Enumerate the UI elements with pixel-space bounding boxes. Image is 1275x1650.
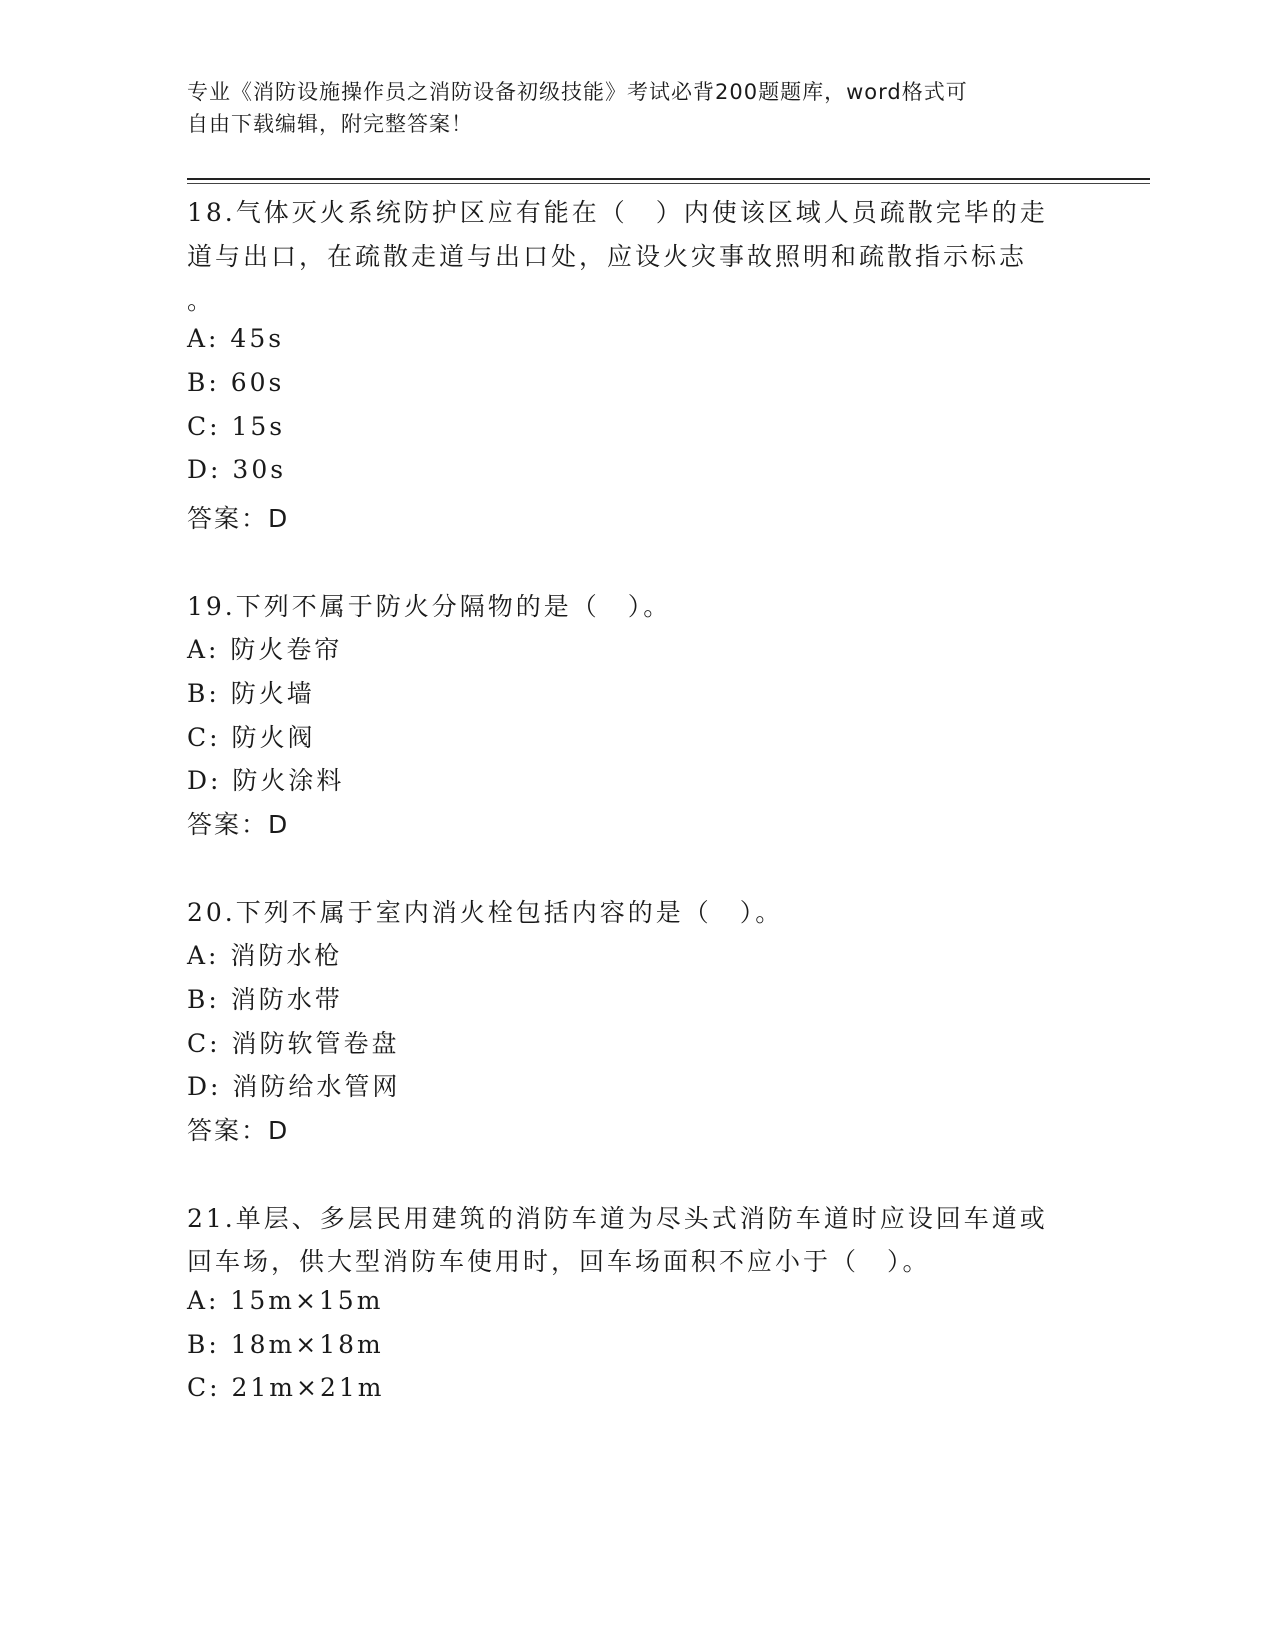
- question-18-answer: 答案：D: [187, 504, 290, 533]
- question-20-option-b: B: 消防水带: [187, 985, 343, 1014]
- question-20-answer: 答案：D: [187, 1116, 290, 1145]
- question-19-answer: 答案：D: [187, 810, 290, 839]
- question-19-stem-line-1: 19.下列不属于防火分隔物的是（ ）。: [187, 592, 672, 621]
- question-19-option-c: C: 防火阀: [187, 723, 316, 752]
- header-divider-thick: [187, 178, 1150, 180]
- question-21-option-b: B: 18m×18m: [187, 1330, 384, 1359]
- question-18-option-d: D: 30s: [187, 455, 287, 484]
- header-divider-thin: [187, 183, 1150, 184]
- document-header: [187, 76, 1087, 140]
- question-20-option-d: D: 消防给水管网: [187, 1072, 401, 1101]
- question-18-option-c: C: 15s: [187, 412, 286, 441]
- question-19-option-d: D: 防火涂料: [187, 766, 345, 795]
- question-21-option-c: C: 21m×21m: [187, 1373, 385, 1402]
- question-18-option-b: B: 60s: [187, 368, 285, 397]
- question-18-stem-line-1: 18.气体灭火系统防护区应有能在（ ）内使该区域人员疏散完毕的走: [187, 198, 1048, 227]
- question-20-option-a: A: 消防水枪: [187, 941, 343, 970]
- header-line-2: 自由下载编辑，附完整答案！: [187, 112, 473, 136]
- question-21-option-a: A: 15m×15m: [187, 1286, 384, 1315]
- question-19-option-b: B: 防火墙: [187, 679, 315, 708]
- question-21-stem-line-2: 回车场，供大型消防车使用时，回车场面积不应小于（ ）。: [187, 1247, 931, 1276]
- question-19-option-a: A: 防火卷帘: [187, 635, 343, 664]
- question-18-stem-line-2: 道与出口，在疏散走道与出口处，应设火灾事故照明和疏散指示标志: [187, 242, 1028, 271]
- header-line-1: 专业《消防设施操作员之消防设备初级技能》考试必背200题题库，word格式可: [187, 80, 968, 104]
- question-18-stem-line-3: 。: [187, 286, 216, 315]
- question-20-option-c: C: 消防软管卷盘: [187, 1029, 400, 1058]
- question-18-option-a: A: 45s: [187, 324, 285, 353]
- question-20-stem-line-1: 20.下列不属于室内消火栓包括内容的是（ ）。: [187, 898, 784, 927]
- question-21-stem-line-1: 21.单层、多层民用建筑的消防车道为尽头式消防车道时应设回车道或: [187, 1204, 1048, 1233]
